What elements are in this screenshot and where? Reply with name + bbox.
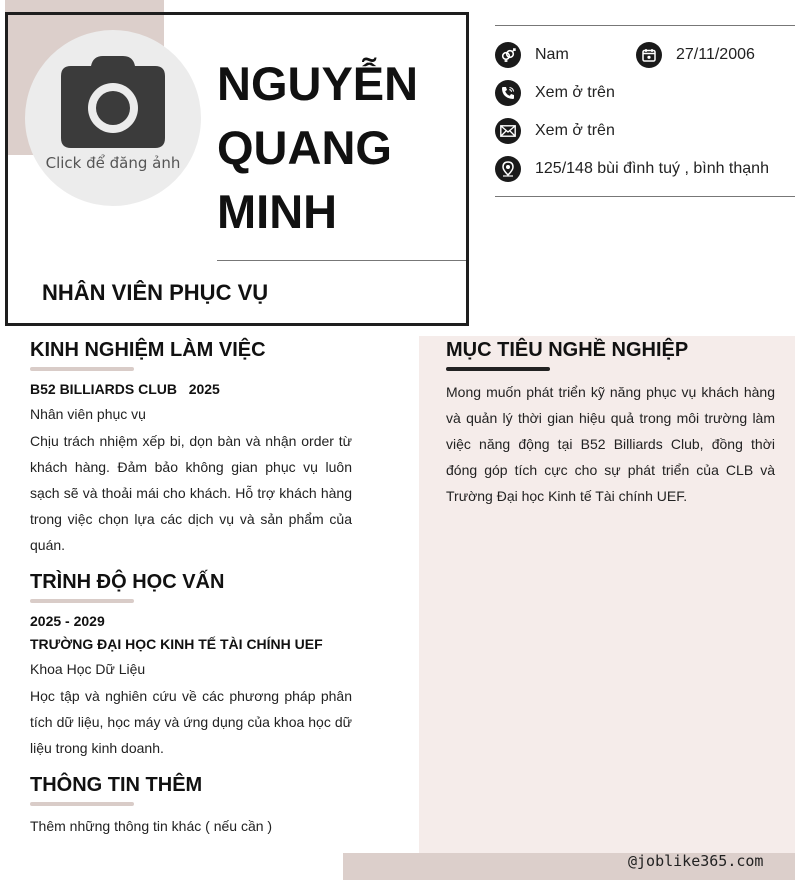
phone-icon	[495, 80, 521, 106]
email-value: Xem ở trên	[535, 122, 615, 139]
education-title: TRÌNH ĐỘ HỌC VẤN	[30, 571, 225, 593]
experience-company: B52 BILLIARDS CLUB	[30, 381, 178, 397]
contact-info	[495, 25, 795, 197]
envelope-icon	[495, 118, 521, 144]
avatar-upload[interactable]	[25, 30, 201, 206]
experience-title-underline	[30, 367, 134, 371]
address-value: 125/148 bùi đình tuý , bình thạnh	[535, 160, 769, 177]
objective-title-underline	[446, 367, 550, 371]
info-email	[495, 118, 615, 144]
name-divider	[217, 260, 466, 261]
education-period: 2025 - 2029	[30, 613, 105, 629]
experience-heading	[30, 381, 220, 397]
job-title: NHÂN VIÊN PHỤC VỤ	[42, 280, 269, 305]
extra-info-text: Thêm những thông tin khác ( nếu cần )	[30, 818, 273, 834]
info-gender	[495, 42, 569, 68]
name-line-1: NGUYỄN	[217, 57, 419, 110]
phone-value: Xem ở trên	[535, 84, 615, 101]
calendar-icon	[636, 42, 662, 68]
info-address	[495, 156, 769, 182]
full-name	[217, 52, 462, 244]
objective-title: MỤC TIÊU NGHỀ NGHIỆP	[446, 339, 689, 361]
birthday-value: 27/11/2006	[676, 46, 755, 63]
gender-icon	[495, 42, 521, 68]
gender-value: Nam	[535, 46, 569, 63]
watermark-text: @joblike365.com	[628, 852, 764, 870]
location-pin-icon	[495, 156, 521, 182]
experience-year: 2025	[188, 381, 220, 397]
education-school: TRƯỜNG ĐẠI HỌC KINH TẾ TÀI CHÍNH UEF	[30, 636, 323, 652]
education-description: Học tập và nghiên cứu về các phương pháp phân tích dữ liệu, học máy và ứng dụng của khoa học dữ liệu trong kinh doanh.	[30, 688, 352, 756]
photo-upload-caption: Click để đăng ảnh	[45, 154, 181, 172]
experience-description: Chịu trách nhiệm xếp bi, dọn bàn và nhận order từ khách hàng. Đảm bảo không gian phục vụ luôn sạch sẽ và thoải mái cho khách. Hỗ trợ khách hàng trong việc chọn lựa các dịch vụ và sản phẩm của quán.	[30, 433, 352, 553]
education-major: Khoa Học Dữ Liệu	[30, 661, 146, 677]
experience-title: KINH NGHIỆM LÀM VIỆC	[30, 339, 266, 361]
info-birthday	[636, 42, 755, 68]
education-title-underline	[30, 599, 134, 603]
experience-role: Nhân viên phục vụ	[30, 406, 146, 422]
extra-info-title-underline	[30, 802, 134, 806]
extra-info-title: THÔNG TIN THÊM	[30, 774, 203, 796]
camera-icon	[61, 56, 165, 148]
objective-text: Mong muốn phát triển kỹ năng phục vụ khách hàng và quản lý thời gian hiệu quả trong môi trường làm việc năng động tại B52 Billiards Club, đồng thời đóng góp tích cực cho sự phát triển của CLB và Trường Đại học Kinh tế Tài chính UEF.	[446, 384, 775, 504]
info-phone	[495, 80, 615, 106]
name-line-2: QUANG	[217, 121, 392, 174]
name-line-3: MINH	[217, 185, 338, 238]
